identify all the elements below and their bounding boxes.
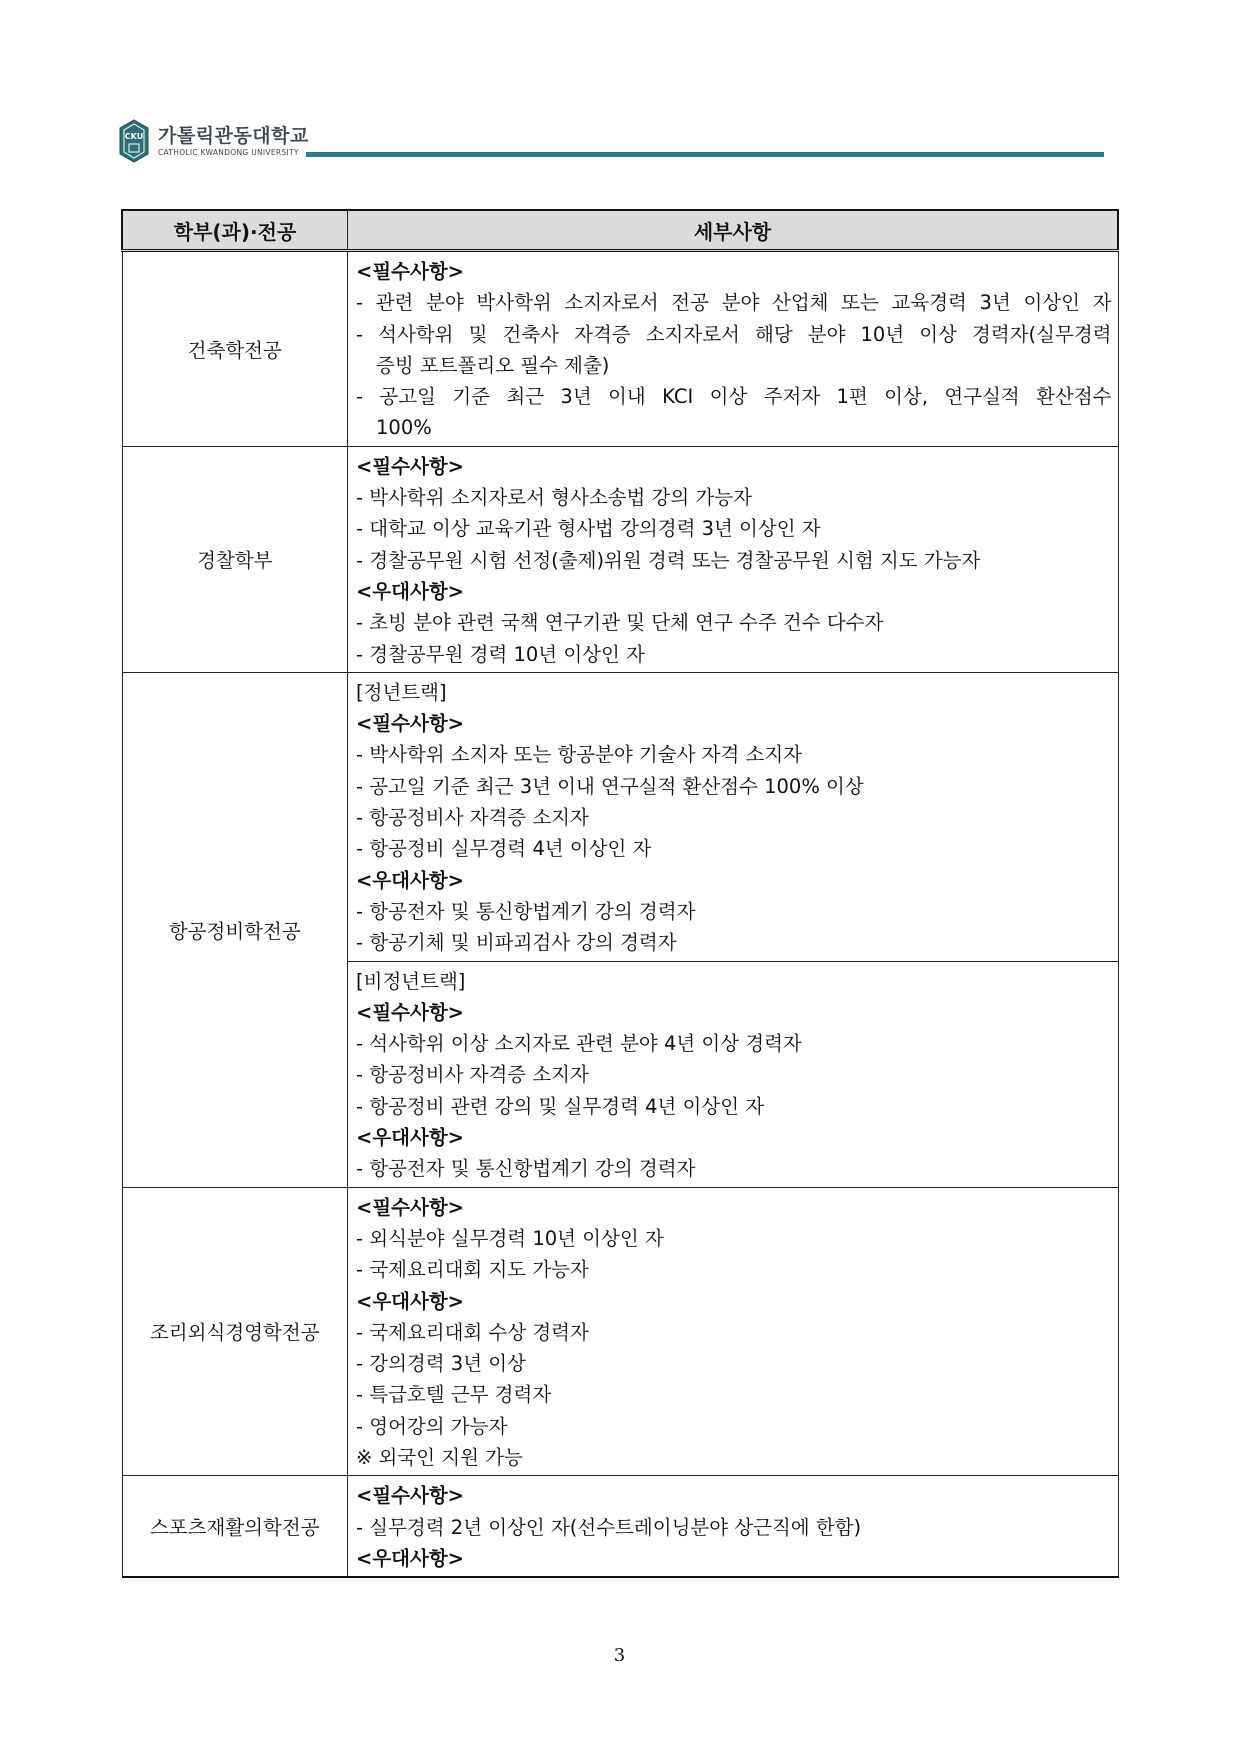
detail-line: - 경찰공무원 시험 선정(출제)위원 경력 또는 경찰공무원 시험 지도 가능자 xyxy=(356,548,981,572)
dept-cell: 항공정비학전공 xyxy=(122,672,348,1187)
detail-line: - 국제요리대회 지도 가능자 xyxy=(356,1258,589,1282)
dept-cell: 조리외식경영학전공 xyxy=(122,1187,348,1476)
detail-line: - 항공정비 실무경력 4년 이상인 자 xyxy=(356,837,652,861)
table-header-row xyxy=(122,210,1118,251)
section-heading: <우대사항> xyxy=(356,1289,465,1313)
detail-cell-tenure-track xyxy=(348,672,1119,961)
detail-line: - 대학교 이상 교육기관 형사법 강의경력 3년 이상인 자 xyxy=(356,517,821,541)
detail-line: - 항공정비사 자격증 소지자 xyxy=(356,1063,589,1087)
table-row xyxy=(122,1476,1118,1577)
detail-line: - 석사학위 및 건축사 자격증 소지자로서 해당 분야 10년 이상 경력자(실무경력 xyxy=(356,322,1112,346)
detail-line: - 석사학위 이상 소지자로 관련 분야 4년 이상 경력자 xyxy=(356,1032,802,1056)
logo-korean-name: 가톨릭관동대학교 xyxy=(158,125,309,147)
detail-line: - 실무경력 2년 이상인 자(선수트레이닝분야 상근직에 한함) xyxy=(356,1515,862,1539)
detail-line: - 관련 분야 박사학위 소지자로서 전공 분야 산업체 또는 교육경력 3년 이상인 자 xyxy=(356,291,1112,315)
detail-cell xyxy=(348,446,1119,672)
table-row xyxy=(122,1187,1118,1476)
page-header xyxy=(118,118,1104,168)
detail-line: - 경찰공무원 경력 10년 이상인 자 xyxy=(356,642,645,666)
detail-line: - 외식분야 실무경력 10년 이상인 자 xyxy=(356,1226,664,1250)
logo-english-name: CATHOLIC KWANDONG UNIVERSITY xyxy=(158,148,299,157)
dept-cell: 건축학전공 xyxy=(122,251,348,447)
detail-line: - 항공정비사 자격증 소지자 xyxy=(356,806,589,830)
detail-cell xyxy=(348,1187,1119,1476)
university-emblem-icon xyxy=(118,118,150,164)
column-header-dept: 학부(과)·전공 xyxy=(122,210,348,251)
detail-line: - 항공전자 및 통신항법계기 강의 경력자 xyxy=(356,899,696,923)
table-row xyxy=(122,672,1118,961)
section-heading: <우대사항> xyxy=(356,1126,465,1150)
table-row xyxy=(122,446,1118,672)
dept-cell: 경찰학부 xyxy=(122,446,348,672)
section-heading: <필수사항> xyxy=(356,1484,465,1508)
section-heading: <필수사항> xyxy=(356,1000,465,1024)
page-number: 3 xyxy=(613,1645,626,1666)
detail-line: - 국제요리대회 수상 경력자 xyxy=(356,1320,589,1344)
section-heading: <필수사항> xyxy=(356,454,465,478)
detail-line: - 강의경력 3년 이상 xyxy=(356,1352,526,1376)
column-header-detail: 세부사항 xyxy=(348,210,1119,251)
detail-line: - 공고일 기준 최근 3년 이내 연구실적 환산점수 100% 이상 xyxy=(356,774,864,798)
section-heading: <우대사항> xyxy=(356,1546,465,1570)
detail-line: - 영어강의 가능자 xyxy=(356,1414,508,1438)
track-label: [비정년트랙] xyxy=(356,969,466,993)
track-label: [정년트랙] xyxy=(356,680,447,704)
recruitment-table xyxy=(121,209,1119,1578)
table-row xyxy=(122,251,1118,447)
header-rule-start xyxy=(306,152,314,157)
section-heading: <우대사항> xyxy=(356,579,465,603)
detail-line: 증빙 포트폴리오 필수 제출) xyxy=(376,353,610,377)
section-heading: <필수사항> xyxy=(356,1195,465,1219)
section-heading: <필수사항> xyxy=(356,712,465,736)
detail-line: - 공고일 기준 최근 3년 이내 KCI 이상 주저자 1편 이상, 연구실적 환산점수 xyxy=(356,385,1112,409)
detail-cell xyxy=(348,251,1119,447)
detail-cell-non-tenure-track xyxy=(348,961,1119,1187)
detail-line: - 항공기체 및 비파괴검사 강의 경력자 xyxy=(356,931,677,955)
section-heading: <필수사항> xyxy=(356,260,465,283)
detail-line: 100% xyxy=(376,416,432,440)
svg-text:CKU: CKU xyxy=(124,132,144,141)
detail-line: - 박사학위 소지자 또는 항공분야 기술사 자격 소지자 xyxy=(356,743,803,767)
detail-cell xyxy=(348,1476,1119,1577)
header-rule xyxy=(314,152,1104,157)
detail-line: - 특급호텔 근무 경력자 xyxy=(356,1383,552,1407)
detail-line: - 박사학위 소지자로서 형사소송법 강의 가능자 xyxy=(356,486,752,510)
detail-line: - 항공전자 및 통신항법계기 강의 경력자 xyxy=(356,1157,696,1181)
section-heading: <우대사항> xyxy=(356,868,465,892)
dept-cell: 스포츠재활의학전공 xyxy=(122,1476,348,1577)
note-line: ※ 외국인 지원 가능 xyxy=(356,1445,523,1469)
detail-line: - 항공정비 관련 강의 및 실무경력 4년 이상인 자 xyxy=(356,1094,765,1118)
detail-line: - 초빙 분야 관련 국책 연구기관 및 단체 연구 수주 건수 다수자 xyxy=(356,611,884,635)
